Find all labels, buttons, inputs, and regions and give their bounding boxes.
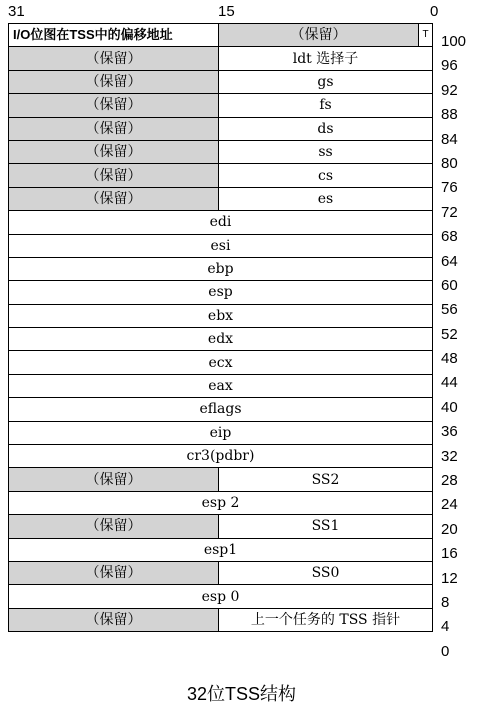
tss-row-esp2 [9,491,433,514]
offset-label: 56 [441,301,458,319]
offset-label: 52 [441,325,458,343]
offset-label: 68 [441,228,458,246]
reserved-field: （保留） [9,608,219,631]
tss-row-esp0 [9,585,433,608]
offset-label: 100 [441,33,467,50]
ecx-field: ecx [9,351,433,374]
ebp-field: ebp [9,257,433,280]
offset-label: 44 [441,374,458,392]
tss-row-esp1 [9,538,433,561]
offset-column [441,23,481,660]
reserved-field: （保留） [9,140,219,163]
offset-label: 20 [441,520,458,538]
offset-label: 76 [441,179,458,197]
offset-label: 80 [441,154,458,172]
ss0-field: SS0 [219,561,433,584]
ldt-selector-field: ldt 选择子 [219,47,433,70]
offset-label: 8 [441,593,450,611]
offset-label: 88 [441,106,458,124]
tss-row-ss2 [9,468,433,491]
tss-row-cs [9,164,433,187]
bit-31-label: 31 [8,3,25,20]
tss-row-ecx [9,351,433,374]
esp2-field: esp 2 [9,491,433,514]
offset-label: 28 [441,472,458,490]
offset-label: 24 [441,496,458,514]
offset-label: 4 [441,618,450,636]
ds-field: ds [219,117,433,140]
reserved-field: （保留） [9,94,219,117]
tss-row-eip [9,421,433,444]
gs-field: gs [219,70,433,93]
offset-label: 72 [441,203,458,221]
cr3-field: cr3(pdbr) [9,445,433,468]
tss-row-ss1 [9,515,433,538]
tss-row-gs [9,70,433,93]
eip-field: eip [9,421,433,444]
reserved-field: （保留） [9,515,219,538]
offset-label: 40 [441,398,458,416]
offset-label: 64 [441,252,458,270]
offset-label: 60 [441,276,458,294]
reserved-field: （保留） [9,468,219,491]
tss-row-prev-link [9,608,433,631]
tss-row-ebp [9,257,433,280]
reserved-field: （保留） [9,70,219,93]
tss-row-io-map [9,24,433,47]
tss-row-esp [9,281,433,304]
offset-label: 92 [441,81,458,99]
tss-row-es [9,187,433,210]
edi-field: edi [9,211,433,234]
offset-label: 84 [441,130,458,148]
tss-row-ss0 [9,561,433,584]
reserved-field: （保留） [9,164,219,187]
esp0-field: esp 0 [9,585,433,608]
diagram-caption: 32位TSS结构 [186,684,297,704]
tss-row-cr3 [9,445,433,468]
ebx-field: ebx [9,304,433,327]
cs-field: cs [219,164,433,187]
tss-row-fs [9,94,433,117]
t-flag-field: T [419,24,433,47]
offset-label: 36 [441,423,458,441]
tss-row-edi [9,211,433,234]
fs-field: fs [219,94,433,117]
previous-task-link-field: 上一个任务的 TSS 指针 [219,608,433,631]
ss1-field: SS1 [219,515,433,538]
tss-row-eflags [9,398,433,421]
edx-field: edx [9,328,433,351]
esi-field: esi [9,234,433,257]
tss-row-eax [9,374,433,397]
tss-row-ebx [9,304,433,327]
reserved-field: （保留） [9,47,219,70]
offset-label: 32 [441,447,458,465]
eflags-field: eflags [9,398,433,421]
tss-row-edx [9,328,433,351]
tss-row-ds [9,117,433,140]
offset-label: 0 [441,642,450,660]
esp1-field: esp1 [9,538,433,561]
ss-field: ss [219,140,433,163]
tss-row-esi [9,234,433,257]
offset-label: 96 [441,57,458,75]
offset-label: 48 [441,350,458,368]
ss2-field: SS2 [219,468,433,491]
tss-structure-table [8,23,433,632]
reserved-field: （保留） [9,561,219,584]
io-bitmap-offset-field: I/O位图在TSS中的偏移地址 [9,24,219,47]
reserved-field: （保留） [9,187,219,210]
bit-0-label: 0 [430,3,439,20]
tss-row-ldt [9,47,433,70]
offset-label: 12 [441,569,458,587]
esp-field: esp [9,281,433,304]
offset-label: 16 [441,545,458,563]
es-field: es [219,187,433,210]
tss-row-ss [9,140,433,163]
reserved-field: （保留） [9,117,219,140]
bit-15-label: 15 [218,3,235,20]
reserved-field: （保留） [219,24,419,47]
eax-field: eax [9,374,433,397]
